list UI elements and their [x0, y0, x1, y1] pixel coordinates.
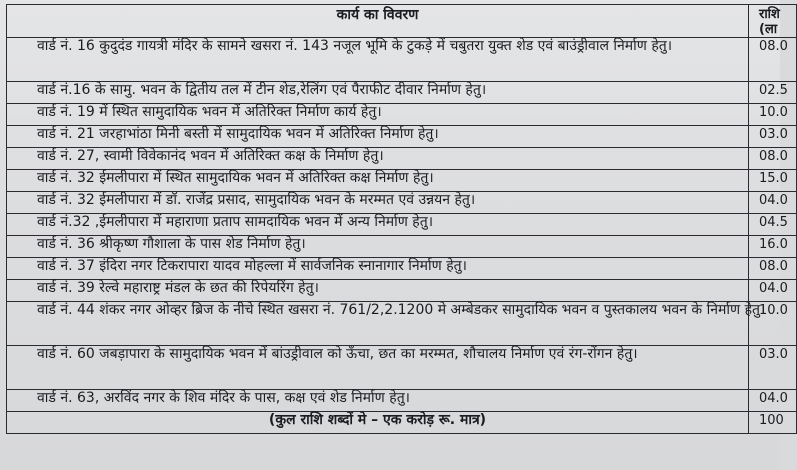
table-row — [7, 82, 797, 104]
table-header-row — [7, 5, 797, 38]
table-row — [7, 214, 797, 236]
table-row — [7, 38, 797, 82]
work-description: वार्ड नं. 21 जरहाभांठा मिनी बस्ती में सामुदायिक भवन में अतिरिक्त निर्माण हेतु। — [7, 126, 749, 148]
work-description: वार्ड नं. 37 इंदिरा नगर टिकरापारा यादव मोहल्ला में सार्वजनिक स्नानागार निर्माण हेतु। — [7, 258, 749, 280]
work-description: वार्ड नं. 44 शंकर नगर ओव्हर ब्रिज के नीचे स्थित खसरा नं. 761/2,2.1200 मे अम्बेडकर सामुदायिक भवन व पुस्तकालय भवन के निर्माण हेतु। — [7, 302, 749, 346]
table-row — [7, 258, 797, 280]
work-amount: 03.0 — [749, 346, 797, 390]
table-row — [7, 148, 797, 170]
work-description: वार्ड नं. 36 श्रीकृष्ण गौशाला के पास शेड निर्माण हेतु। — [7, 236, 749, 258]
work-amount: 02.5 — [749, 82, 797, 104]
total-amount: 100 — [749, 412, 797, 434]
work-description: वार्ड नं. 19 में स्थित सामुदायिक भवन में अतिरिक्त निर्माण कार्य हेतु। — [7, 104, 749, 126]
total-in-words: (कुल राशि शब्दों मे – एक करोड़ रू. मात्र) — [7, 412, 749, 434]
work-description: वार्ड नं. 63, अरविंद नगर के शिव मंदिर के पास, कक्ष एवं शेड निर्माण हेतु। — [7, 390, 749, 412]
description-column-header: कार्य का विवरण — [7, 5, 749, 38]
table-row — [7, 280, 797, 302]
amount-column-header — [749, 5, 797, 38]
work-amount: 16.0 — [749, 236, 797, 258]
work-description: वार्ड नं. 16 कुदुदंड गायत्री मंदिर के सामने खसरा नं. 143 नजूल भूमि के टुकड़े में चबुतरा युक्त शेड एवं बाउंड्रीवाल निर्माण हेतु। — [7, 38, 749, 82]
work-description: वार्ड नं. 60 जबड़ापारा के सामुदायिक भवन में बांउड्रीवाल को ऊँचा, छत का मरम्मत, शौचालय निर्माण एवं रंग-रोंगन हेतु। — [7, 346, 749, 390]
work-description: वार्ड नं.32 ,ईमलीपारा में महाराणा प्रताप सामदायिक भवन में अन्य निर्माण हेतु। — [7, 214, 749, 236]
work-description: वार्ड नं. 32 ईमलीपारा में स्थित सामुदायिक भवन में अतिरिक्त कक्ष निर्माण हेतु। — [7, 170, 749, 192]
table-row — [7, 236, 797, 258]
work-amount: 08.0 — [749, 258, 797, 280]
table-row — [7, 126, 797, 148]
work-amount: 10.0 — [749, 104, 797, 126]
work-description: वार्ड नं.16 के सामु. भवन के द्वितीय तल में टीन शेड,रेलिंग एवं पैराफीट दीवार निर्माण हेतु। — [7, 82, 749, 104]
table-row — [7, 192, 797, 214]
work-amount: 10.0 — [749, 302, 797, 346]
amount-header-line1: राशि — [759, 7, 780, 22]
work-amount: 04.0 — [749, 192, 797, 214]
table-row — [7, 104, 797, 126]
work-amount: 04.0 — [749, 280, 797, 302]
work-amount: 04.0 — [749, 390, 797, 412]
work-description: वार्ड नं. 39 रेल्वे महाराष्ट्र मंडल के छत की रिपेयरिंग हेतु। — [7, 280, 749, 302]
work-description: वार्ड नं. 32 ईमलीपारा में डॉ. राजेंद्र प्रसाद, सामुदायिक भवन के मरम्मत एवं उन्नयन हेतु। — [7, 192, 749, 214]
work-amount: 15.0 — [749, 170, 797, 192]
work-amount: 08.0 — [749, 148, 797, 170]
work-amount: 04.5 — [749, 214, 797, 236]
work-amount: 03.0 — [749, 126, 797, 148]
table-row — [7, 390, 797, 412]
table-row — [7, 302, 797, 346]
amount-header-line2: (ला — [759, 22, 778, 37]
work-description: वार्ड नं. 27, स्वामी विवेकानंद भवन में अतिरिक्त कक्ष के निर्माण हेतु। — [7, 148, 749, 170]
table-row — [7, 170, 797, 192]
table-row — [7, 346, 797, 390]
total-row — [7, 412, 797, 434]
works-table — [6, 4, 797, 434]
work-amount: 08.0 — [749, 38, 797, 82]
